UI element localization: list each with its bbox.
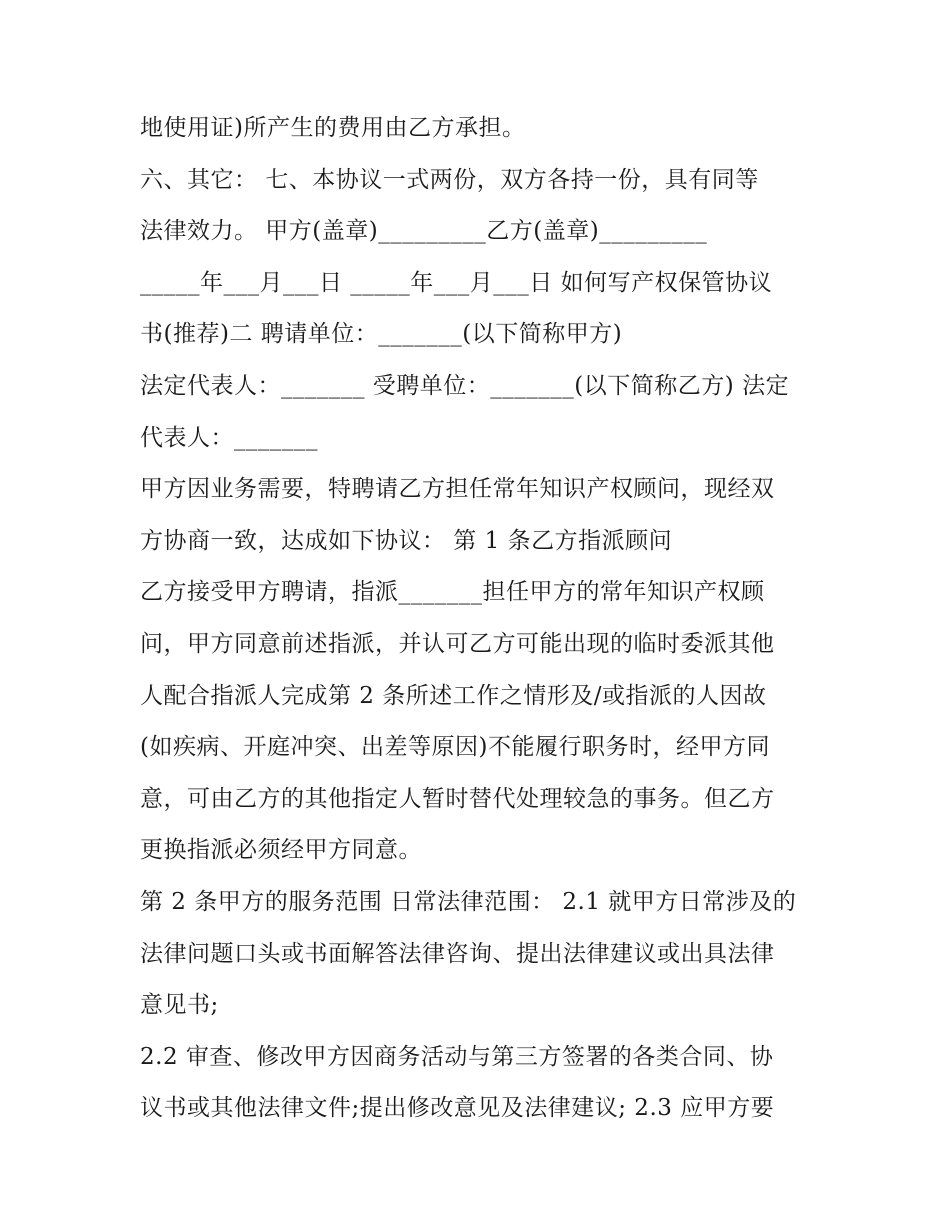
- document-body: [140, 103, 820, 1135]
- text-line: 法律效力。 甲方(盖章)_________乙方(盖章)_________: [140, 218, 708, 245]
- text-line: 六、其它： 七、本协议一式两份，双方各持一份，具有同等: [140, 166, 759, 193]
- text-line: 代表人：_______: [140, 424, 318, 451]
- text-line: 法定代表人：_______ 受聘单位：_______(以下简称乙方) 法定: [140, 372, 790, 399]
- text-line: 方协商一致，达成如下协议： 第 1 条乙方指派顾问: [140, 527, 673, 554]
- text-line: 人配合指派人完成第 2 条所述工作之情形及/或指派的人因故: [140, 682, 767, 709]
- text-line: 问，甲方同意前述指派，并认可乙方可能出现的临时委派其他: [140, 630, 775, 657]
- text-line: _____年___月___日 _____年___月___日 如何写产权保管协议: [140, 269, 773, 296]
- text-line: 法律问题口头或书面解答法律咨询、提出法律建议或出具法律: [140, 940, 775, 967]
- text-line: 2.2 审查、修改甲方因商务活动与第三方签署的各类合同、协: [140, 1043, 774, 1070]
- text-line: 议书或其他法律文件;提出修改意见及法律建议; 2.3 应甲方要: [140, 1095, 775, 1122]
- text-line: 意见书;: [140, 992, 219, 1019]
- text-line: (如疾病、开庭冲突、出差等原因)不能履行职务时，经甲方同: [140, 734, 770, 761]
- text-line: 意，可由乙方的其他指定人暂时替代处理较急的事务。但乙方: [140, 785, 775, 812]
- text-line: 第 2 条甲方的服务范围 日常法律范围： 2.1 就甲方日常涉及的: [140, 888, 797, 915]
- text-line: 甲方因业务需要，特聘请乙方担任常年知识产权顾问，现经双: [140, 476, 775, 503]
- text-line: 更换指派必须经甲方同意。: [140, 837, 422, 864]
- text-line: 书(推荐)二 聘请单位：_______(以下简称甲方): [140, 321, 623, 348]
- text-line: 地使用证)所产生的费用由乙方承担。: [140, 115, 526, 141]
- text-line: 乙方接受甲方聘请，指派_______担任甲方的常年知识产权顾: [140, 579, 765, 606]
